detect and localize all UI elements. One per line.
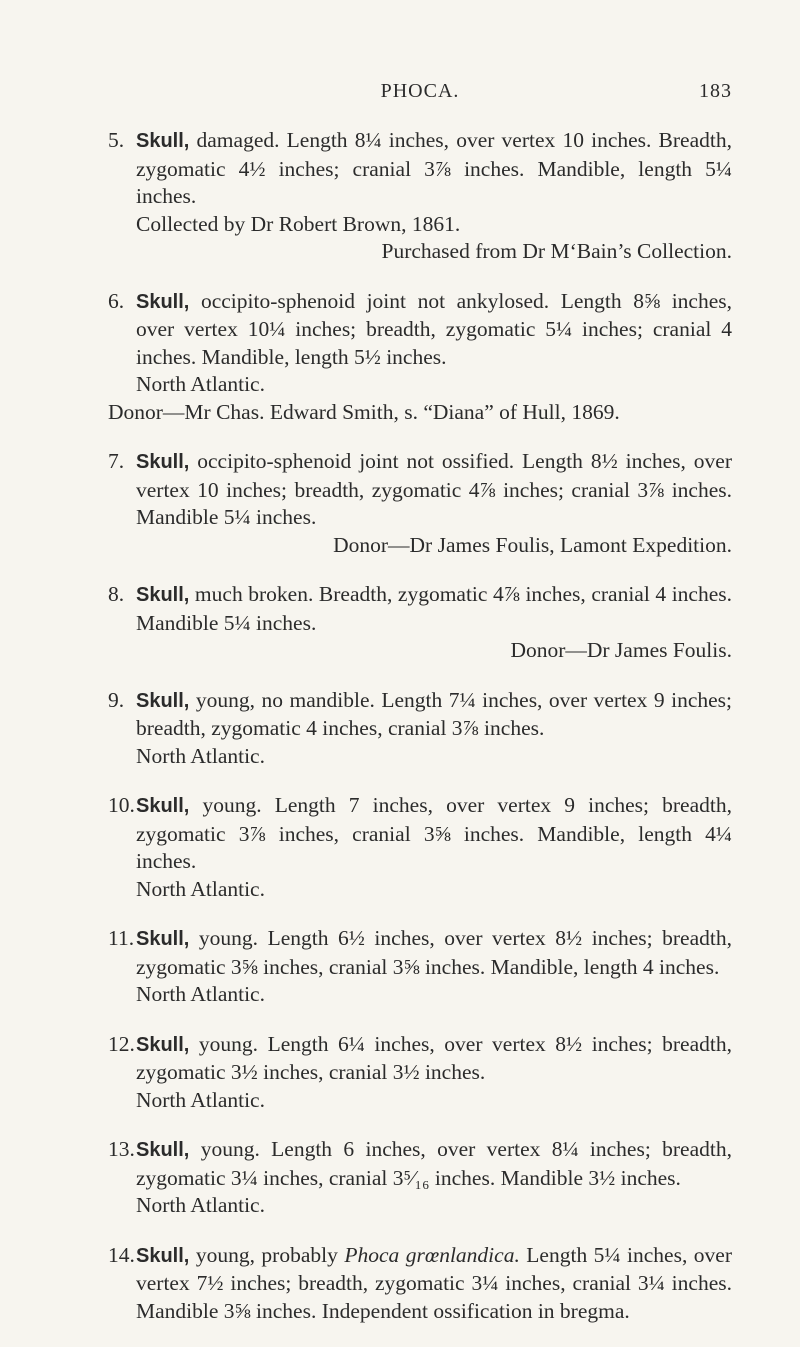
entry-description: young. Length 6¼ inches, over vertex 8½ inches; breadth, zygomatic 3½ inches, cranial 3½ inches.: [136, 1031, 732, 1084]
entry-number: 13.: [108, 1137, 135, 1161]
entry-heading: Skull,: [136, 1033, 190, 1056]
entry-7: [108, 448, 732, 559]
entry-11: [108, 925, 732, 1009]
running-head: [108, 80, 732, 110]
entry-13: [108, 1136, 732, 1220]
entry-purchased: Purchased from Dr M‘Bain’s Collection.: [381, 239, 732, 263]
entry-donor: Donor—Dr James Foulis, Lamont Expedition.: [333, 532, 732, 557]
entry-description: occipito-sphenoid joint not ossified. Length 8½ inches, over vertex 10 inches; breadth, zygomatic 4⅞ inches; cranial 3⅞ inches. Mandible 5¼ inches.: [136, 449, 732, 529]
entry-locality: North Atlantic.: [136, 743, 265, 768]
running-title: PHOCA.: [380, 80, 460, 102]
entry-6: [108, 288, 732, 427]
entry-heading: Skull,: [136, 130, 190, 152]
page-number: 183: [699, 80, 732, 102]
entry-number: 9.: [108, 687, 125, 712]
entry-locality: North Atlantic.: [136, 1087, 265, 1112]
entry-number: 10.: [108, 793, 135, 817]
entry-number: 6.: [108, 288, 125, 313]
entry-heading: Skull,: [136, 451, 190, 473]
entry-locality: North Atlantic.: [136, 876, 265, 901]
entry-description-a: young, probably: [189, 1242, 345, 1267]
entry-number: 8.: [108, 582, 125, 606]
entry-donor: Donor—Dr James Foulis.: [510, 638, 732, 662]
entry-9: [108, 687, 732, 771]
entry-description: occipito-sphenoid joint not ankylosed. Length 8⅝ inches, over vertex 10¼ inches; breadth, zygomatic 5¼ inches; cranial 4 inches. Mandible, length 5½ inches.: [136, 288, 732, 369]
entry-8: [108, 581, 732, 665]
entry-description-b: Length 5¼ inches, over vertex 7½ inches; breadth, zygomatic 3¼ inches, cranial 3¼ inches. Mandible 3⅝ inches. Independent ossification in bregma.: [136, 1242, 733, 1323]
entry-heading: Skull,: [136, 584, 190, 606]
entry-number: 5.: [108, 128, 125, 152]
entry-heading: Skull,: [136, 1139, 190, 1161]
catalogue-entries: [108, 127, 732, 1347]
entry-description: young. Length 6½ inches, over vertex 8½ inches; breadth, zygomatic 3⅝ inches, cranial 3⅝ inches. Mandible, length 4 inches.: [136, 926, 732, 979]
entry-locality: North Atlantic.: [136, 372, 265, 396]
entry-number: 11.: [108, 926, 135, 950]
entry-heading: Skull,: [136, 290, 190, 313]
entry-locality: North Atlantic.: [136, 1193, 265, 1217]
entry-number: 7.: [108, 449, 125, 473]
entry-heading: Skull,: [136, 1244, 190, 1267]
entry-12: [108, 1031, 732, 1115]
entry-heading: Skull,: [136, 795, 190, 817]
entry-number: 14.: [108, 1242, 135, 1267]
entry-collected: Collected by Dr Robert Brown, 1861.: [136, 211, 461, 236]
entry-donor: Donor—Mr Chas. Edward Smith, s. “Diana” of Hull, 1869.: [108, 399, 620, 424]
entry-description: young. Length 6 inches, over vertex 8¼ inches; breadth, zygomatic 3¼ inches, cranial 3⁵⁄₁₆ inches. Mandible 3½ inches.: [136, 1137, 732, 1190]
entry-locality: North Atlantic.: [136, 982, 265, 1006]
species-name: Phoca grœnlandica.: [344, 1242, 520, 1267]
entry-description: much broken. Breadth, zygomatic 4⅞ inches, cranial 4 inches. Mandible 5¼ inches.: [136, 582, 732, 635]
entry-heading: Skull,: [136, 689, 190, 712]
entry-description: young, no mandible. Length 7¼ inches, over vertex 9 inches; breadth, zygomatic 4 inches, cranial 3⅞ inches.: [136, 687, 732, 740]
entry-description: damaged. Length 8¼ inches, over vertex 10 inches. Breadth, zygomatic 4½ inches; cranial 3⅞ inches. Mandible, length 5¼ inches.: [136, 128, 732, 208]
entry-number: 12.: [108, 1031, 135, 1056]
entry-10: [108, 792, 732, 903]
entry-5: [108, 127, 732, 266]
entry-14: [108, 1242, 732, 1326]
entry-heading: Skull,: [136, 928, 190, 950]
entry-description: young. Length 7 inches, over vertex 9 inches; breadth, zygomatic 3⅞ inches, cranial 3⅝ inches. Mandible, length 4¼ inches.: [136, 793, 732, 873]
